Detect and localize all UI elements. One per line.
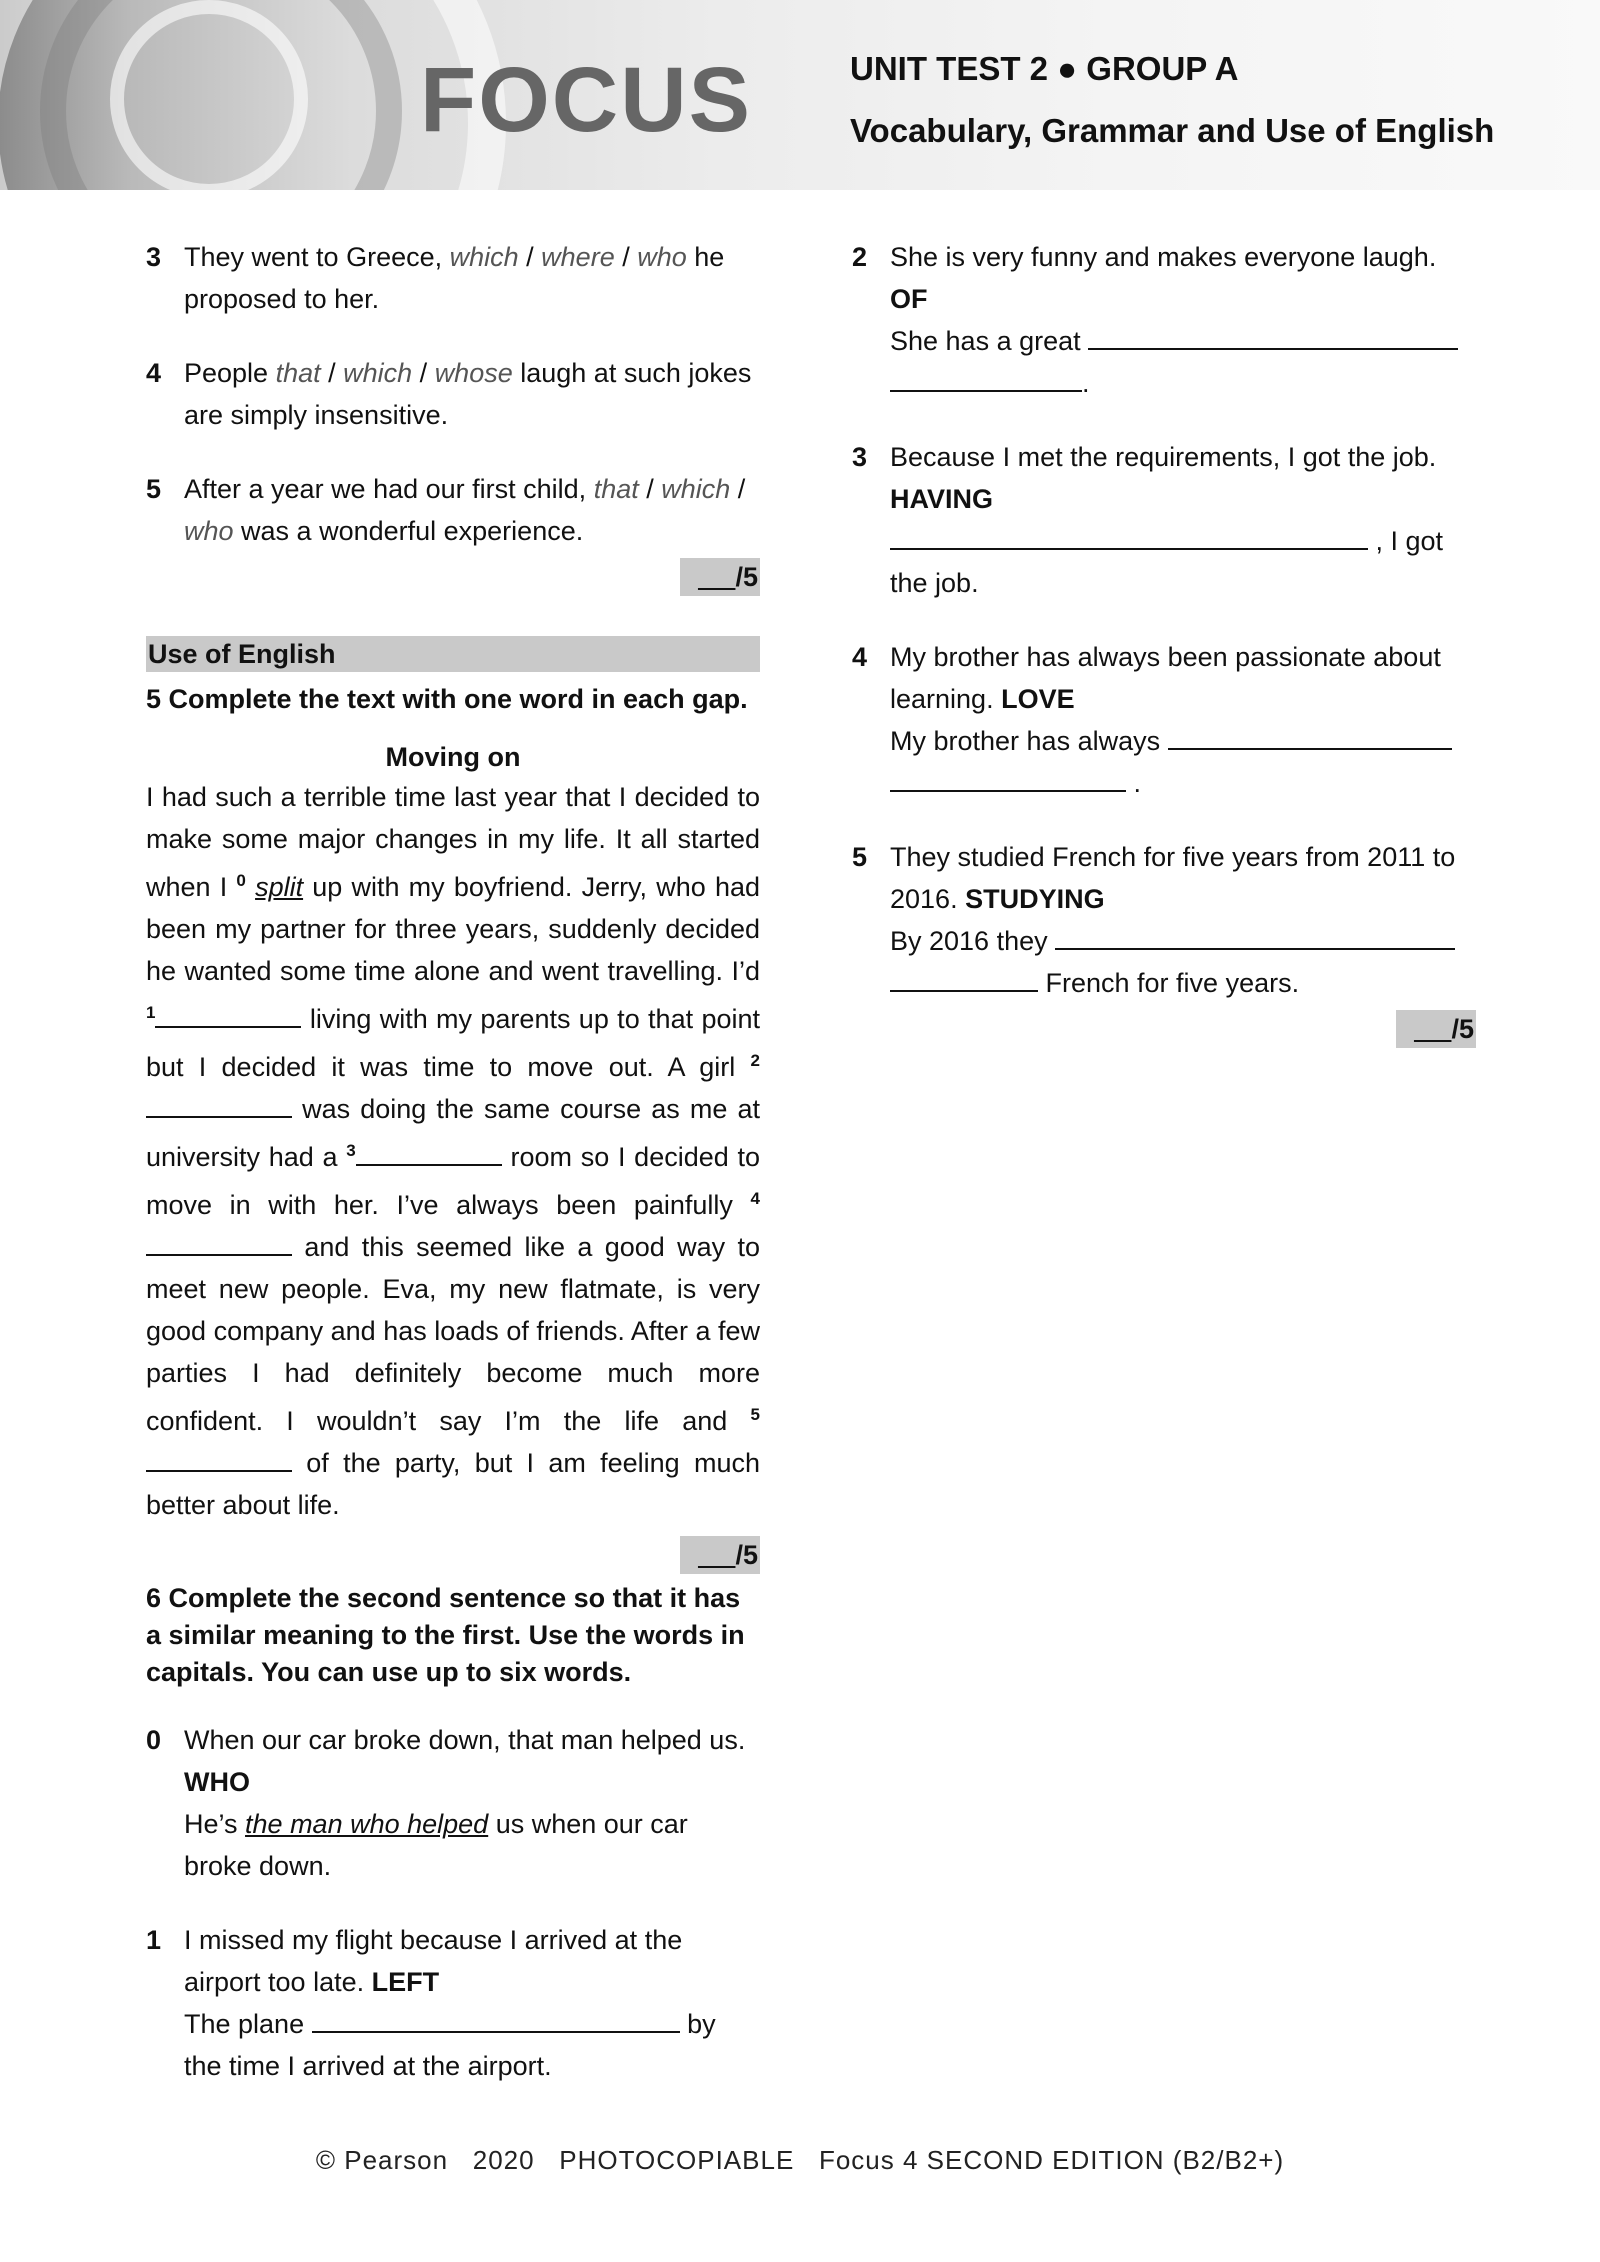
transformation-item: 1 I missed my flight because I arrived at the airport too late. LEFT The plane by the time I arrived at the airport. — [146, 1919, 760, 2087]
option-which: which — [343, 358, 413, 388]
transformation-item: 0 When our car broke down, that man helped us. WHO He’s the man who helped us when our car broke down. — [146, 1719, 760, 1887]
item-number: 4 — [146, 358, 162, 388]
item-text: After a year we had our first child, that / which / who was a wonderful experience. — [184, 474, 746, 546]
answer-blank-continued[interactable] — [890, 764, 1126, 792]
original-sentence: I missed my flight because I arrived at the airport too late. — [184, 1925, 683, 1997]
unit-subtitle: Vocabulary, Grammar and Use of English — [850, 112, 1495, 149]
gap-number: 0 — [236, 871, 246, 890]
transformation-item: 5 They studied French for five years from 2011 to 2016. STUDYING By 2016 they French for five years. — [852, 836, 1468, 1004]
page-header — [0, 0, 1600, 190]
gap-2-blank[interactable] — [146, 1090, 292, 1118]
score-box[interactable]: /5 — [680, 1536, 760, 1574]
score-box[interactable]: /5 — [680, 558, 760, 596]
exercise-5-instruction: 5 Complete the text with one word in each gap. — [146, 684, 748, 714]
score-box[interactable]: /5 — [1396, 1010, 1476, 1048]
option-who: who — [637, 242, 687, 272]
example-answer: split — [255, 872, 304, 902]
grammar-item — [146, 352, 760, 436]
item-text: They went to Greece, which / where / who he proposed to her. — [184, 242, 725, 314]
keyword: HAVING — [890, 484, 994, 514]
gap-3-blank[interactable] — [356, 1138, 502, 1166]
keyword: LEFT — [371, 1967, 440, 1997]
keyword: OF — [890, 284, 928, 314]
option-where: where — [541, 242, 615, 272]
page-footer: © Pearson 2020 PHOTOCOPIABLE Focus 4 SECOND EDITION (B2/B2+) — [315, 2145, 1285, 2175]
option-which: which — [449, 242, 519, 272]
story-title: Moving on — [385, 742, 521, 772]
example-answer: the man who helped — [245, 1809, 489, 1839]
answer-blank-continued[interactable] — [890, 964, 1038, 992]
option-who: who — [184, 516, 234, 546]
gap-5-blank[interactable] — [146, 1444, 292, 1472]
gap-fill-text: I had such a terrible time last year that I decided to make some major changes in my life. It all started when I $^0$ split up with my boyfriend. Jerry, who had been my partner for three years, suddenly decided he wanted some time alone and went travelling. I’d $^1$ living with my parents up to that point but I decided it was time to move out. A girl $^2$ was doing the same course as me at university had a $^3$ room so I decided to move in with her. I’ve always been painfully $^4$ and this seemed like a good way to meet new people. Eva, my new flatmate, is very good company and has loads of friends. After a few parties I had definitely become much more confident. I wouldn’t say I’m the life and $^5$ of the party, but I am feeling much better about life. — [146, 782, 760, 1520]
header-decoration-core — [110, 0, 308, 190]
item-number: 2 — [852, 242, 868, 272]
item-text: People that / which / whose laugh at such jokes are simply insensitive. — [184, 358, 752, 430]
gap-number: 5 — [750, 1405, 760, 1424]
answer-blank[interactable] — [1055, 922, 1455, 950]
gap-1-blank[interactable] — [155, 1000, 301, 1028]
original-sentence: My brother has always been passionate about learning. — [890, 642, 1441, 714]
item-number: 4 — [852, 642, 868, 672]
keyword: WHO — [184, 1767, 250, 1797]
grammar-item — [146, 468, 760, 552]
original-sentence: When our car broke down, that man helped us. — [184, 1725, 746, 1755]
grammar-item — [146, 236, 760, 320]
section-heading: Use of English — [146, 636, 760, 672]
item-number: 1 — [146, 1925, 162, 1955]
answer-blank[interactable] — [1088, 322, 1458, 350]
gap-4-blank[interactable] — [146, 1228, 292, 1256]
right-column — [852, 236, 1474, 1048]
answer-blank-continued[interactable] — [890, 364, 1082, 392]
item-number: 0 — [146, 1725, 162, 1755]
gap-number: 4 — [750, 1189, 760, 1208]
gap-number: 3 — [346, 1141, 356, 1160]
answer-blank[interactable] — [890, 522, 1368, 550]
option-that: that — [275, 358, 321, 388]
transformation-item: 3 Because I met the requirements, I got the job. HAVING , I got the job. — [852, 436, 1468, 604]
answer-blank[interactable] — [312, 2005, 680, 2033]
transformation-item: 4 My brother has always been passionate about learning. LOVE My brother has always . — [852, 636, 1468, 804]
item-number: 5 — [852, 842, 868, 872]
original-sentence: She is very funny and makes everyone laugh. — [890, 242, 1437, 272]
option-that: that — [593, 474, 639, 504]
option-which: which — [661, 474, 731, 504]
left-column — [146, 236, 760, 2119]
transformation-item: 2 She is very funny and makes everyone laugh. OF She has a great . — [852, 236, 1468, 404]
keyword: LOVE — [1001, 684, 1075, 714]
item-number: 5 — [146, 474, 162, 504]
focus-logo: FOCUS — [420, 49, 752, 151]
original-sentence: They studied French for five years from 2011 to 2016. — [890, 842, 1456, 914]
original-sentence: Because I met the requirements, I got the job. — [890, 442, 1437, 472]
item-number: 3 — [146, 242, 162, 272]
item-number: 3 — [852, 442, 868, 472]
gap-number: 1 — [146, 1003, 156, 1022]
option-whose: whose — [434, 358, 513, 388]
answer-blank[interactable] — [1168, 722, 1452, 750]
exercise-6-instruction: 6 Complete the second sentence so that it has a similar meaning to the first. Use the words in capitals. You can use up to six words. — [146, 1583, 745, 1687]
keyword: STUDYING — [965, 884, 1105, 914]
unit-title: UNIT TEST 2 ● GROUP A — [850, 50, 1239, 87]
gap-number: 2 — [750, 1051, 760, 1070]
